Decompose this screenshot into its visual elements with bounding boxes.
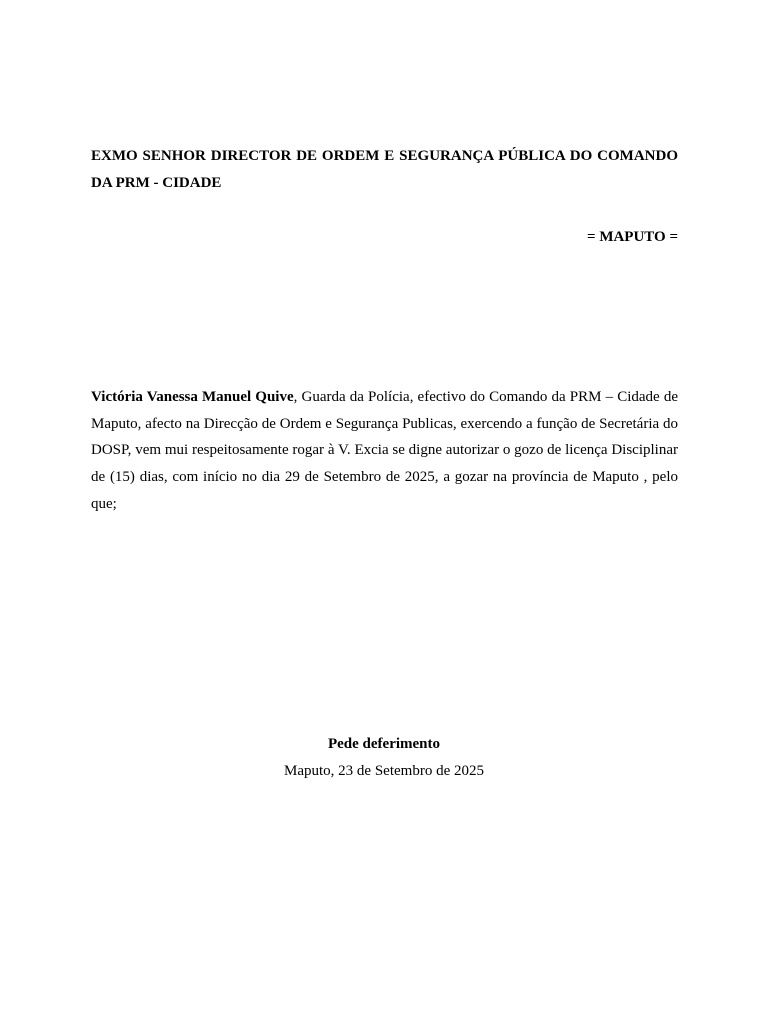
body-paragraph (91, 384, 678, 518)
addressee-heading: EXMO SENHOR DIRECTOR DE ORDEM E SEGURANÇA PÚBLICA DO COMANDO DA PRM - CIDADE (91, 148, 678, 191)
requester-name: Victória Vanessa Manuel Quive (91, 389, 294, 405)
place-date-line: Maputo, 23 de Setembro de 2025 (284, 763, 484, 779)
request-line: Pede deferimento (327, 736, 441, 752)
city-line: = MAPUTO = (587, 229, 678, 245)
body-text: , Guarda da Polícia, efectivo do Comando da PRM – Cidade de Maputo, afecto na Direcção de Ordem e Segurança Publicas, exercendo a função de Secretária do DOSP, vem mui respeitosamente rogar à V. Excia se digne autorizar o gozo de licença Disciplinar de (15) dias, com início no dia 29 de Setembro de 2025, a gozar na província de Maputo , pelo que; (91, 389, 678, 512)
